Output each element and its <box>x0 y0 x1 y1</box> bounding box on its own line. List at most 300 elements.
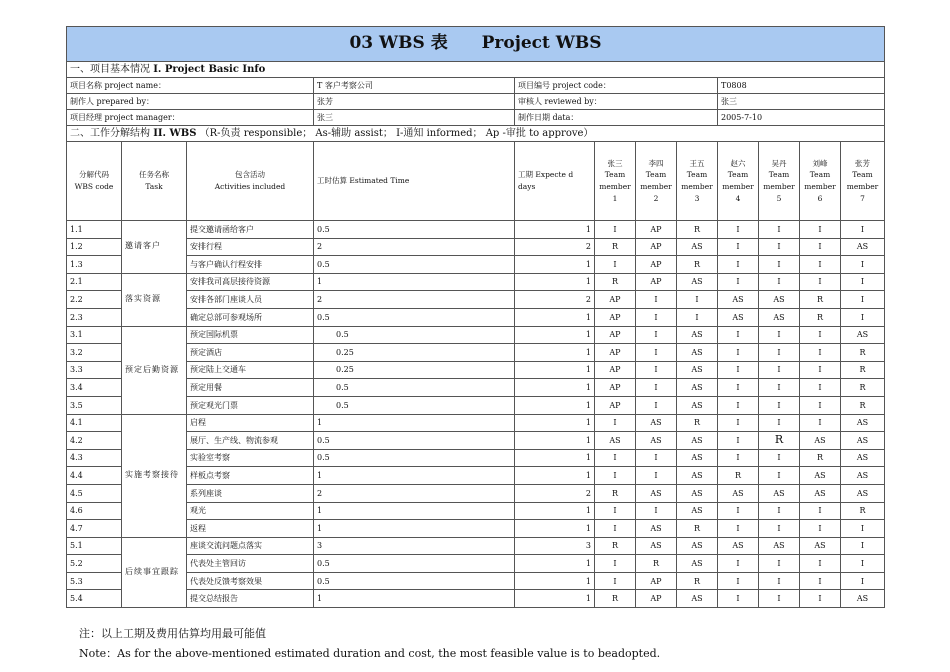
member-role-cell: AP <box>595 326 636 344</box>
member-role: Team member <box>599 170 631 191</box>
activity: 观光 <box>187 502 314 520</box>
table-row <box>67 256 885 274</box>
member-role-cell: I <box>759 449 800 467</box>
wbs-code: 2.3 <box>67 308 122 326</box>
expected-days: 1 <box>515 432 595 450</box>
table-row <box>67 291 885 309</box>
section2-en: II. WBS <box>153 127 197 139</box>
member-role-cell: AS <box>718 537 759 555</box>
member-role-cell: AS <box>677 449 718 467</box>
member-role-cell: I <box>841 291 885 309</box>
expected-days: 1 <box>515 467 595 485</box>
member-role-cell: I <box>595 414 636 432</box>
expected-days: 2 <box>515 291 595 309</box>
member-role-cell: AS <box>677 537 718 555</box>
member-role-cell: I <box>759 326 800 344</box>
estimated-time: 0.25 <box>314 361 515 379</box>
estimated-time: 0.5 <box>314 449 515 467</box>
member-role-cell: AP <box>595 291 636 309</box>
member-role-cell: R <box>636 555 677 573</box>
member-role-cell: AS <box>841 432 885 450</box>
table-row <box>67 520 885 538</box>
task-name: 邀请客户 <box>122 221 187 274</box>
member-no: 3 <box>694 193 700 203</box>
wbs-code: 4.7 <box>67 520 122 538</box>
section-wbs-row <box>67 126 885 142</box>
member-role-cell: AS <box>677 555 718 573</box>
member-name: 吴丹 <box>771 158 787 168</box>
member-role-cell: I <box>800 520 841 538</box>
member-role-cell: AS <box>677 326 718 344</box>
member-role-cell: AS <box>677 238 718 256</box>
estimated-time: 2 <box>314 291 515 309</box>
member-role-cell: I <box>800 590 841 608</box>
header-code-zh: 分解代码 <box>79 170 109 180</box>
info-value: 张芳 <box>314 94 515 110</box>
table-row <box>67 502 885 520</box>
member-role-cell: AS <box>677 379 718 397</box>
member-role-cell: AS <box>841 414 885 432</box>
member-role-cell: I <box>759 414 800 432</box>
member-role-cell: AS <box>800 537 841 555</box>
member-role-cell: R <box>595 238 636 256</box>
member-role-cell: I <box>595 256 636 274</box>
member-role-cell: I <box>636 467 677 485</box>
estimated-time: 0.5 <box>314 379 515 397</box>
member-role-cell: AP <box>636 221 677 239</box>
note-en: Note：As for the above-mentioned estimated duration and cost, the most feasible value is to beadopted. <box>79 647 661 660</box>
wbs-code: 4.2 <box>67 432 122 450</box>
member-role-cell: I <box>759 256 800 274</box>
section2-zh: 二、工作分解结构 <box>70 127 150 139</box>
info-label: 项目名称 project name： <box>67 78 314 94</box>
member-role-cell: R <box>800 449 841 467</box>
member-role: Team member <box>846 170 879 191</box>
member-role-cell: R <box>595 484 636 502</box>
member-role-cell: AS <box>800 484 841 502</box>
member-role-cell: AS <box>677 396 718 414</box>
table-row <box>67 396 885 414</box>
member-no: 5 <box>776 193 782 203</box>
activity: 实验室考察 <box>187 449 314 467</box>
member-role-cell: AP <box>595 308 636 326</box>
member-role-cell: AS <box>800 467 841 485</box>
table-row <box>67 414 885 432</box>
member-role-cell: I <box>595 502 636 520</box>
wbs-code: 4.5 <box>67 484 122 502</box>
member-role-cell: AP <box>595 361 636 379</box>
info-value: T0808 <box>718 78 885 94</box>
member-role-cell: AS <box>841 590 885 608</box>
expected-days: 1 <box>515 326 595 344</box>
member-role-cell: I <box>636 361 677 379</box>
member-role-cell: R <box>759 432 800 450</box>
estimated-time: 0.5 <box>314 432 515 450</box>
member-role-cell: I <box>718 256 759 274</box>
estimated-time: 3 <box>314 537 515 555</box>
member-role-cell: R <box>677 414 718 432</box>
member-role-cell: I <box>759 502 800 520</box>
activity: 样板点考察 <box>187 467 314 485</box>
estimated-time: 1 <box>314 414 515 432</box>
member-role-cell: I <box>718 344 759 362</box>
table-row <box>67 308 885 326</box>
header-activities-en: Activities included <box>214 182 286 191</box>
member-name: 王五 <box>689 158 705 168</box>
member-role-cell: I <box>759 379 800 397</box>
estimated-time: 1 <box>314 590 515 608</box>
header-task <box>122 142 187 221</box>
member-role-cell: AS <box>759 291 800 309</box>
member-role-cell: AS <box>841 467 885 485</box>
member-role-cell: R <box>800 308 841 326</box>
member-role-cell: I <box>800 256 841 274</box>
info-value: T 客户考察公司 <box>314 78 515 94</box>
expected-days: 1 <box>515 361 595 379</box>
activity: 启程 <box>187 414 314 432</box>
member-role-cell: AS <box>718 308 759 326</box>
header-member <box>595 142 636 221</box>
estimated-time: 1 <box>314 520 515 538</box>
wbs-code: 4.6 <box>67 502 122 520</box>
header-member <box>759 142 800 221</box>
member-role-cell: R <box>677 256 718 274</box>
table-row <box>67 449 885 467</box>
member-role-cell: I <box>636 308 677 326</box>
member-role-cell: I <box>636 344 677 362</box>
member-role-cell: I <box>759 555 800 573</box>
header-activities <box>187 142 314 221</box>
expected-days: 1 <box>515 590 595 608</box>
member-role-cell: R <box>841 379 885 397</box>
member-role-cell: AP <box>636 572 677 590</box>
info-label: 制作人 prepared by： <box>67 94 314 110</box>
expected-days: 1 <box>515 273 595 291</box>
header-member <box>800 142 841 221</box>
member-role-cell: I <box>718 238 759 256</box>
header-member <box>636 142 677 221</box>
member-role-cell: I <box>636 326 677 344</box>
expected-days: 2 <box>515 484 595 502</box>
member-role-cell: AS <box>677 484 718 502</box>
member-role-cell: R <box>841 502 885 520</box>
wbs-code: 2.2 <box>67 291 122 309</box>
member-role-cell: I <box>718 414 759 432</box>
wbs-code: 4.3 <box>67 449 122 467</box>
activity: 提交邀请函给客户 <box>187 221 314 239</box>
wbs-code: 5.2 <box>67 555 122 573</box>
member-role-cell: I <box>841 308 885 326</box>
member-role-cell: R <box>677 572 718 590</box>
wbs-code: 3.2 <box>67 344 122 362</box>
member-role-cell: I <box>800 572 841 590</box>
member-role-cell: I <box>718 396 759 414</box>
expected-days: 1 <box>515 555 595 573</box>
member-role-cell: I <box>800 273 841 291</box>
member-role-cell: R <box>677 221 718 239</box>
member-role-cell: I <box>636 502 677 520</box>
member-no: 7 <box>860 193 865 203</box>
info-value: 2005-7-10 <box>718 110 885 126</box>
wbs-code: 5.3 <box>67 572 122 590</box>
member-role-cell: AS <box>677 467 718 485</box>
member-role-cell: I <box>718 555 759 573</box>
member-role-cell: I <box>841 520 885 538</box>
table-row <box>67 432 885 450</box>
member-role-cell: AS <box>677 432 718 450</box>
activity: 预定陆上交通车 <box>187 361 314 379</box>
member-role-cell: I <box>718 432 759 450</box>
section-basic-info <box>67 62 885 78</box>
member-role-cell: R <box>595 273 636 291</box>
activity: 系列座谈 <box>187 484 314 502</box>
member-role: Team member <box>763 170 795 191</box>
member-name: 张芳 <box>855 158 870 168</box>
activity: 预定用餐 <box>187 379 314 397</box>
activity: 安排各部门座谈人员 <box>187 291 314 309</box>
member-role-cell: I <box>718 379 759 397</box>
wbs-code: 1.3 <box>67 256 122 274</box>
table-row <box>67 238 885 256</box>
expected-days: 1 <box>515 256 595 274</box>
expected-days: 1 <box>515 449 595 467</box>
header-task-en: Task <box>145 182 163 191</box>
member-role-cell: I <box>841 537 885 555</box>
activity: 预定观光门票 <box>187 396 314 414</box>
wbs-code: 5.1 <box>67 537 122 555</box>
expected-days: 1 <box>515 502 595 520</box>
member-role-cell: AS <box>677 344 718 362</box>
wbs-code: 3.3 <box>67 361 122 379</box>
member-name: 张三 <box>607 158 623 168</box>
estimated-time: 1 <box>314 273 515 291</box>
member-role-cell: I <box>800 414 841 432</box>
estimated-time: 0.5 <box>314 555 515 573</box>
member-role-cell: AP <box>595 344 636 362</box>
table-row <box>67 484 885 502</box>
member-role-cell: AP <box>636 256 677 274</box>
member-role-cell: I <box>595 467 636 485</box>
wbs-code: 3.5 <box>67 396 122 414</box>
member-role-cell: R <box>595 537 636 555</box>
estimated-time: 0.5 <box>314 326 515 344</box>
table-row <box>67 537 885 555</box>
member-role-cell: I <box>718 449 759 467</box>
section-wbs <box>67 126 885 142</box>
info-value: 张三 <box>718 94 885 110</box>
member-role-cell: I <box>595 572 636 590</box>
task-name: 实施考察接待 <box>122 414 187 537</box>
table-row <box>67 326 885 344</box>
header-task-zh: 任务名称 <box>139 170 169 180</box>
member-role-cell: AS <box>636 537 677 555</box>
member-role-cell: I <box>718 326 759 344</box>
task-name: 后续事宜跟踪 <box>122 537 187 607</box>
member-role-cell: I <box>841 555 885 573</box>
table-row <box>67 572 885 590</box>
member-role-cell: AS <box>841 238 885 256</box>
table-row <box>67 361 885 379</box>
expected-days: 1 <box>515 414 595 432</box>
member-role-cell: AS <box>759 537 800 555</box>
member-role-cell: I <box>759 396 800 414</box>
header-activities-zh: 包含活动 <box>235 170 265 180</box>
header-member <box>677 142 718 221</box>
info-row <box>67 94 885 110</box>
member-role: Team member <box>804 170 836 191</box>
member-role-cell: I <box>759 361 800 379</box>
member-role-cell: R <box>595 590 636 608</box>
member-role-cell: I <box>636 449 677 467</box>
member-role-cell: I <box>595 520 636 538</box>
table-row <box>67 555 885 573</box>
estimated-time: 2 <box>314 238 515 256</box>
member-role-cell: I <box>759 221 800 239</box>
info-value: 张三 <box>314 110 515 126</box>
member-role-cell: R <box>677 520 718 538</box>
estimated-time: 0.5 <box>314 308 515 326</box>
member-role-cell: I <box>718 572 759 590</box>
member-role-cell: AS <box>595 432 636 450</box>
member-role-cell: I <box>595 449 636 467</box>
member-role-cell: AS <box>677 502 718 520</box>
wbs-code: 4.1 <box>67 414 122 432</box>
expected-days: 1 <box>515 308 595 326</box>
member-name: 赵六 <box>730 158 746 168</box>
member-role-cell: AS <box>759 308 800 326</box>
member-role-cell: R <box>800 291 841 309</box>
member-no: 1 <box>612 193 618 203</box>
member-no: 2 <box>653 193 659 203</box>
activity: 代表处主管回访 <box>187 555 314 573</box>
member-role-cell: I <box>636 291 677 309</box>
wbs-code: 2.1 <box>67 273 122 291</box>
member-role-cell: R <box>841 361 885 379</box>
member-role-cell: I <box>841 273 885 291</box>
member-role: Team member <box>722 170 754 191</box>
title-zh: 03 WBS 表 <box>349 33 448 54</box>
member-role-cell: I <box>800 326 841 344</box>
header-code <box>67 142 122 221</box>
member-role-cell: I <box>595 221 636 239</box>
activity: 座谈交流问题点落实 <box>187 537 314 555</box>
member-role-cell: R <box>718 467 759 485</box>
estimated-time: 0.5 <box>314 221 515 239</box>
member-role-cell: AS <box>636 432 677 450</box>
expected-days: 2 <box>515 238 595 256</box>
activity: 提交总结报告 <box>187 590 314 608</box>
member-role-cell: AS <box>677 590 718 608</box>
member-role-cell: I <box>759 344 800 362</box>
section1-zh: 一、项目基本情况 <box>70 63 150 75</box>
member-role-cell: AS <box>841 484 885 502</box>
estimated-time: 1 <box>314 502 515 520</box>
member-role-cell: I <box>800 361 841 379</box>
member-role-cell: I <box>841 221 885 239</box>
task-name: 预定后勤资源 <box>122 326 187 414</box>
member-role-cell: I <box>759 520 800 538</box>
member-role-cell: I <box>759 590 800 608</box>
page-title <box>67 27 885 62</box>
member-role-cell: AS <box>759 484 800 502</box>
section2-legend: （R-负责 responsible； As-辅助 assist； I-通知 informed； Ap -审批 to approve） <box>199 127 594 139</box>
member-role-cell: AS <box>718 291 759 309</box>
member-role-cell: AS <box>636 414 677 432</box>
member-role-cell: I <box>800 396 841 414</box>
member-no: 6 <box>817 193 823 203</box>
member-role-cell: AS <box>841 449 885 467</box>
activity: 安排我司高层接待资源 <box>187 273 314 291</box>
member-role-cell: I <box>718 221 759 239</box>
info-row <box>67 110 885 126</box>
notes <box>79 624 660 664</box>
estimated-time: 2 <box>314 484 515 502</box>
expected-days: 1 <box>515 221 595 239</box>
member-role-cell: AS <box>800 432 841 450</box>
member-name: 李四 <box>648 158 664 168</box>
member-role-cell: R <box>841 396 885 414</box>
estimated-time: 1 <box>314 467 515 485</box>
member-role: Team member <box>681 170 713 191</box>
header-code-en: WBS code <box>74 182 114 191</box>
member-role-cell: I <box>718 273 759 291</box>
member-role-cell: AS <box>677 361 718 379</box>
member-role-cell: I <box>759 273 800 291</box>
member-role-cell: I <box>841 256 885 274</box>
member-role-cell: AS <box>677 273 718 291</box>
member-role-cell: I <box>800 502 841 520</box>
estimated-time: 0.5 <box>314 396 515 414</box>
header-row <box>67 142 885 221</box>
info-label: 项目经理 project manager： <box>67 110 314 126</box>
activity: 代表处反馈考察效果 <box>187 572 314 590</box>
task-name: 落实资源 <box>122 273 187 326</box>
member-role-cell: AP <box>595 396 636 414</box>
member-role: Team member <box>640 170 672 191</box>
member-role-cell: I <box>677 308 718 326</box>
member-role-cell: AS <box>636 484 677 502</box>
expected-days: 1 <box>515 379 595 397</box>
wbs-code: 1.2 <box>67 238 122 256</box>
member-role-cell: AP <box>636 273 677 291</box>
estimated-time: 0.5 <box>314 572 515 590</box>
member-role-cell: I <box>636 379 677 397</box>
wbs-code: 4.4 <box>67 467 122 485</box>
member-role-cell: AS <box>841 326 885 344</box>
member-role-cell: I <box>800 238 841 256</box>
member-role-cell: I <box>800 379 841 397</box>
title-en: Project WBS <box>481 33 602 54</box>
estimated-time: 0.5 <box>314 256 515 274</box>
info-label: 审核人 reviewed by： <box>515 94 718 110</box>
member-role-cell: I <box>800 221 841 239</box>
info-label: 项目编号 project code： <box>515 78 718 94</box>
activity: 安排行程 <box>187 238 314 256</box>
table-row <box>67 379 885 397</box>
table-row <box>67 221 885 239</box>
table-row <box>67 467 885 485</box>
activity: 预定酒店 <box>187 344 314 362</box>
wbs-code: 3.1 <box>67 326 122 344</box>
expected-days: 3 <box>515 537 595 555</box>
member-role-cell: I <box>841 572 885 590</box>
member-no: 4 <box>735 193 741 203</box>
info-label: 制作日期 data： <box>515 110 718 126</box>
member-role-cell: AP <box>595 379 636 397</box>
member-role-cell: R <box>841 344 885 362</box>
member-role-cell: I <box>718 361 759 379</box>
wbs-table <box>66 26 885 608</box>
